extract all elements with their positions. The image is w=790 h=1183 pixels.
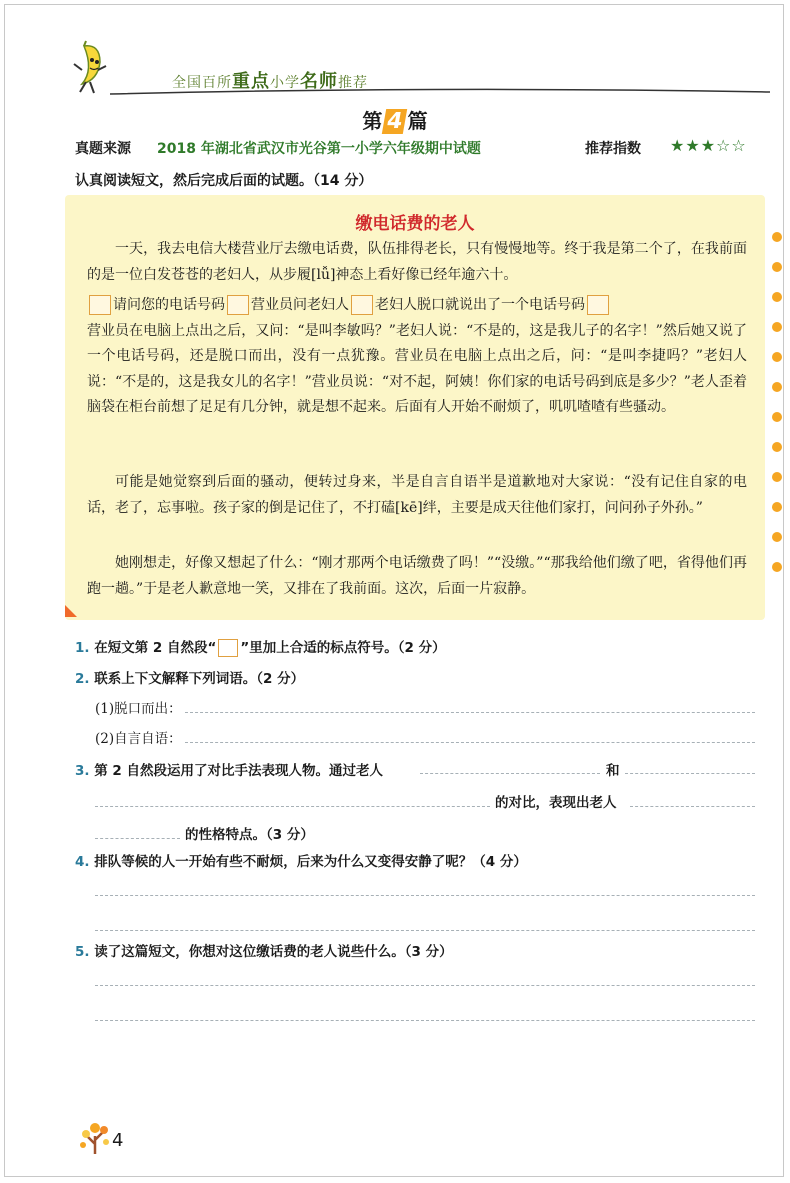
binder-dot — [772, 472, 782, 482]
banana-mascot-icon — [70, 40, 110, 96]
instruction: 认真阅读短文，然后完成后面的试题。（14 分） — [75, 173, 373, 189]
paragraph-4: 她刚想走，好像又想起了什么：“刚才那两个电话缴费了吗！”“没缴。”“那我给他们缴了吧，省得他们再跑一趟。”于是老人歉意地一笑，又排在了我前面。这次，后面一片寂静。 — [87, 555, 747, 597]
binder-dot — [772, 292, 782, 302]
binder-dot — [772, 562, 782, 572]
q3-end-text: 的性格特点。（3 分） — [185, 827, 314, 843]
banner-text: 全国百所重点小学名师推荐 — [172, 71, 368, 92]
binder-dot — [772, 532, 782, 542]
banner-underline — [110, 88, 770, 96]
binder-dot — [772, 502, 782, 512]
binder-dot — [772, 322, 782, 332]
paragraph-3: 可能是她觉察到后面的骚动，便转过身来，半是自言自语半是道歉地对大家说：“没有记住自家的电话，老了，忘事啦。孩子家的倒是记住了，不打磕[kē]绊，主要是成天往他们家打，问问孙子外孙。” — [87, 474, 747, 516]
answer-line[interactable] — [625, 773, 755, 774]
corner-decoration — [65, 605, 77, 617]
punctuation-blank[interactable] — [351, 295, 373, 315]
punctuation-blank[interactable] — [227, 295, 249, 315]
binder-dot — [772, 412, 782, 422]
answer-box — [218, 639, 238, 657]
q3-contrast-text: 的对比，表现出老人 — [495, 795, 617, 811]
answer-line[interactable] — [185, 742, 755, 743]
answer-line[interactable] — [95, 1020, 755, 1021]
recommend-label: 推荐指数 — [585, 141, 641, 157]
answer-line[interactable] — [420, 773, 600, 774]
binder-dot — [772, 382, 782, 392]
section-title: 第 4 篇 — [362, 109, 428, 134]
tree-icon — [78, 1118, 112, 1156]
answer-line[interactable] — [185, 712, 755, 713]
q3-and: 和 — [606, 763, 620, 779]
binder-dot — [772, 232, 782, 242]
passage-box — [65, 195, 765, 620]
paragraph-2: 请问您的电话号码 营业员问老妇人 老妇人脱口就说出了一个电话号码 营业员在电脑上点出之后，又问：“是叫李敏吗？”老妇人说：“不是的，这是我儿子的名字！”然后她又说了一个电话号码，还是脱口而出，没有一点犹豫。营业员在电脑上点出之后，问：“是叫李捷吗？”老妇人说：“不是的，这是我女儿的名字！”营业员说：“对不起，阿姨！你们家的电话号码到底是多少？”老人歪着脑袋在柜台前想了足足有几分钟，就是想不起来。后面有人开始不耐烦了，叽叽喳喳有些骚动。 — [87, 297, 747, 415]
punctuation-blank[interactable] — [587, 295, 609, 315]
binder-dot — [772, 442, 782, 452]
q2-sub-b-label: (2)自言自语： — [95, 731, 182, 747]
question-2: 2. 联系上下文解释下列词语。（2 分） — [75, 671, 305, 687]
recommend-stars: ★★★☆☆ — [670, 136, 747, 155]
answer-line[interactable] — [95, 838, 180, 839]
source-label: 真题来源 — [75, 141, 131, 157]
page-number: 4 — [112, 1130, 124, 1151]
paragraph-1: 一天，我去电信大楼营业厅去缴电话费，队伍排得老长，只有慢慢地等。终于我是第二个了，在我前面的是一位白发苍苍的老妇人，从步履[lǚ]神态上看好像已经年逾六十。 — [87, 241, 747, 283]
question-4: 4. 排队等候的人一开始有些不耐烦，后来为什么又变得安静了呢？（4 分） — [75, 854, 527, 870]
punctuation-blank[interactable] — [89, 295, 111, 315]
binder-dot — [772, 262, 782, 272]
answer-line[interactable] — [95, 895, 755, 896]
source-value: 2018 年湖北省武汉市光谷第一小学六年级期中试题 — [157, 141, 481, 157]
question-3: 3. 第 2 自然段运用了对比手法表现人物。通过老人 — [75, 763, 384, 779]
answer-line[interactable] — [95, 985, 755, 986]
answer-line[interactable] — [95, 930, 755, 931]
header-banner — [70, 40, 770, 100]
answer-line[interactable] — [95, 806, 490, 807]
answer-line[interactable] — [630, 806, 755, 807]
passage-title: 缴电话费的老人 — [355, 214, 475, 234]
binder-dot — [772, 352, 782, 362]
question-1: 1. 在短文第 2 自然段“ ”里加上合适的标点符号。（2 分） — [75, 640, 446, 656]
question-5: 5. 读了这篇短文，你想对这位缴话费的老人说些什么。（3 分） — [75, 944, 453, 960]
q2-sub-a-label: (1)脱口而出： — [95, 701, 182, 717]
